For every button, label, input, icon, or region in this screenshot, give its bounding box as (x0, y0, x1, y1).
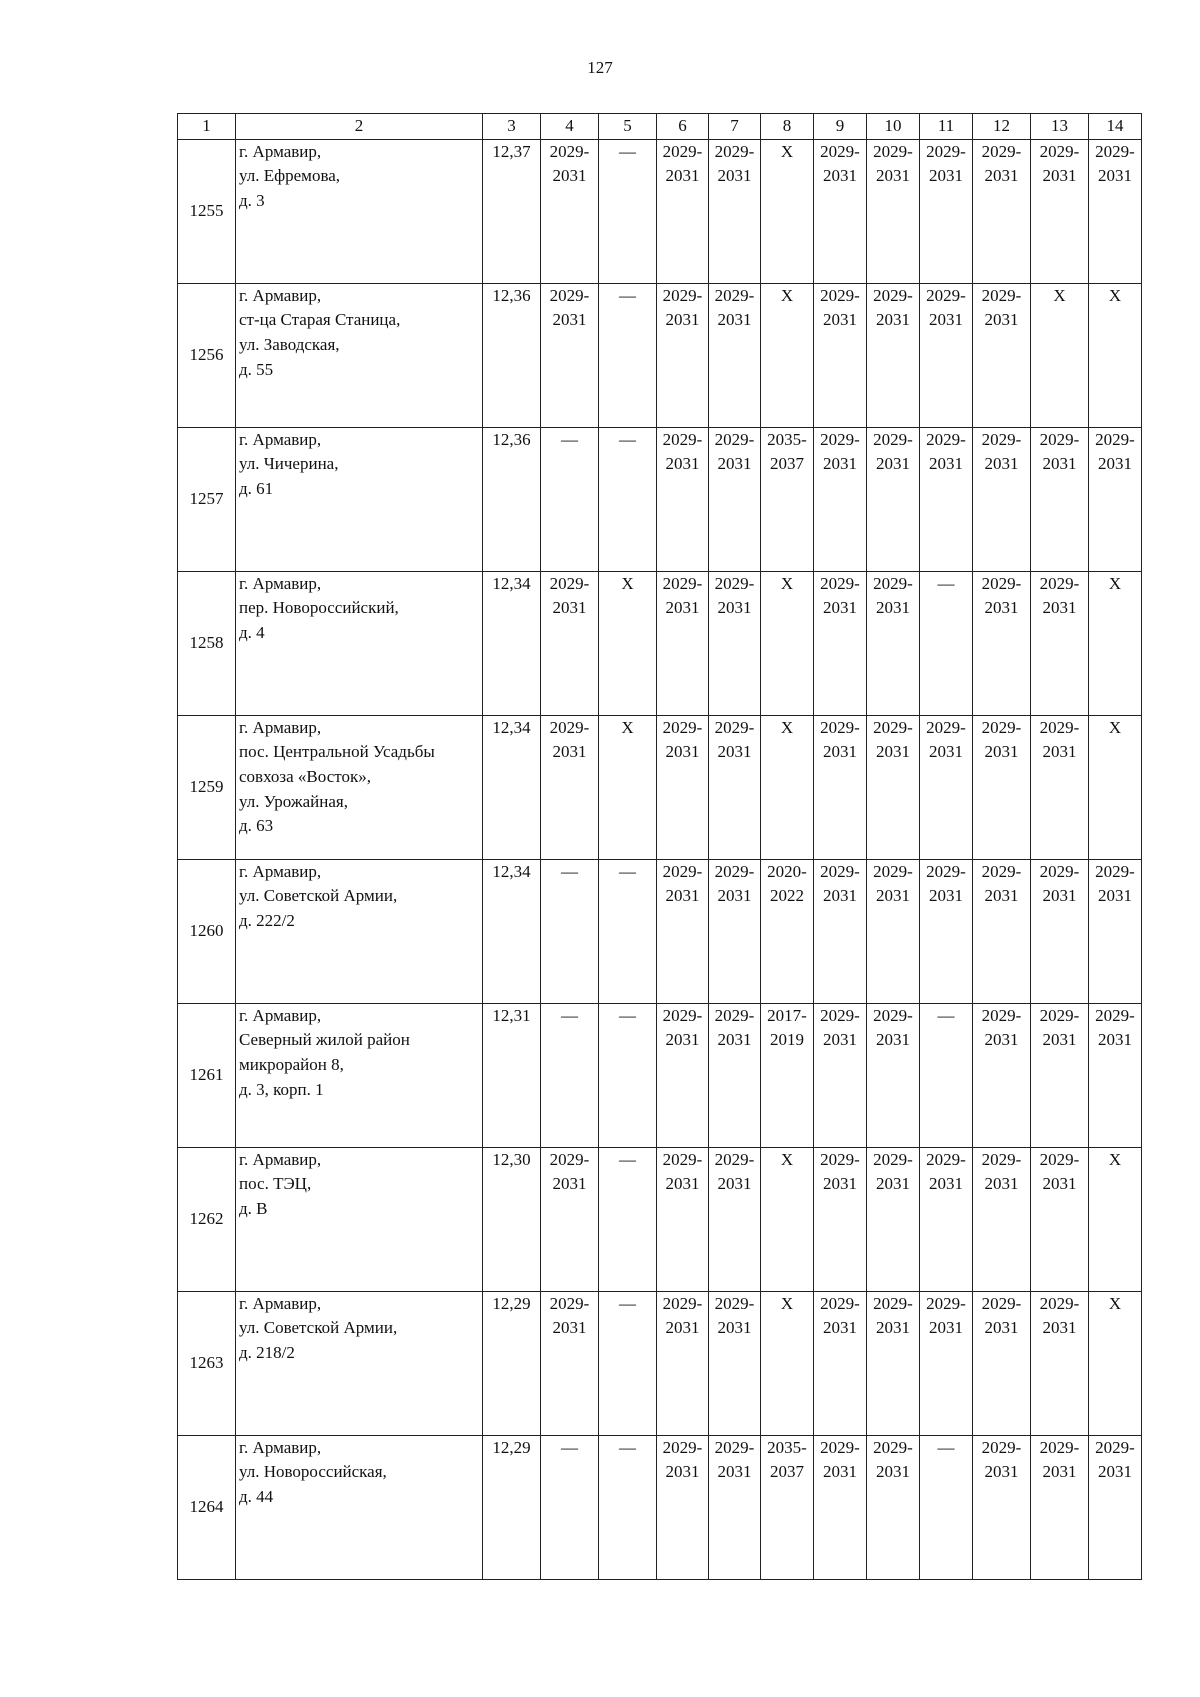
value-cell: 2029- 2031 (814, 1003, 867, 1147)
value-cell: 2029- 2031 (814, 715, 867, 859)
value-cell: 2029- 2031 (1031, 427, 1089, 571)
value-cell: — (599, 1291, 657, 1435)
value-cell: 2029- 2031 (1031, 139, 1089, 283)
column-header: 7 (709, 114, 761, 140)
value-cell: 2029- 2031 (657, 571, 709, 715)
value-cell: 12,34 (483, 859, 541, 1003)
value-cell: 2029- 2031 (814, 1147, 867, 1291)
row-number: 1261 (178, 1003, 236, 1147)
column-header: 13 (1031, 114, 1089, 140)
value-cell: 2029- 2031 (814, 859, 867, 1003)
column-header: 3 (483, 114, 541, 140)
value-cell: 2029- 2031 (920, 1291, 973, 1435)
value-cell: — (541, 859, 599, 1003)
value-cell: 2029- 2031 (657, 1291, 709, 1435)
value-cell: 2029- 2031 (1031, 715, 1089, 859)
value-cell: 2029- 2031 (709, 1291, 761, 1435)
row-number: 1263 (178, 1291, 236, 1435)
value-cell: — (541, 1003, 599, 1147)
value-cell: 2029- 2031 (814, 571, 867, 715)
value-cell: 2029- 2031 (709, 571, 761, 715)
value-cell: 12,34 (483, 715, 541, 859)
value-cell: 2020- 2022 (761, 859, 814, 1003)
value-cell: 2029- 2031 (867, 283, 920, 427)
value-cell: — (599, 139, 657, 283)
column-header: 5 (599, 114, 657, 140)
table-row (178, 427, 1142, 571)
column-header: 10 (867, 114, 920, 140)
value-cell: 2029- 2031 (541, 139, 599, 283)
column-header: 11 (920, 114, 973, 140)
value-cell: 2029- 2031 (541, 1291, 599, 1435)
column-header: 8 (761, 114, 814, 140)
value-cell: 2029- 2031 (1089, 1003, 1142, 1147)
page-number: 127 (587, 58, 613, 77)
column-header: 1 (178, 114, 236, 140)
row-number: 1258 (178, 571, 236, 715)
table-row (178, 139, 1142, 283)
value-cell: X (1089, 1147, 1142, 1291)
value-cell: 2029- 2031 (973, 571, 1031, 715)
value-cell: 2029- 2031 (867, 715, 920, 859)
table-row (178, 283, 1142, 427)
value-cell: 2035- 2037 (761, 1435, 814, 1579)
value-cell: X (761, 139, 814, 283)
value-cell: 2035- 2037 (761, 427, 814, 571)
value-cell: 12,29 (483, 1291, 541, 1435)
column-header: 4 (541, 114, 599, 140)
value-cell: 2029- 2031 (973, 427, 1031, 571)
row-number: 1257 (178, 427, 236, 571)
value-cell: X (599, 571, 657, 715)
value-cell: X (1031, 283, 1089, 427)
table-row (178, 1003, 1142, 1147)
value-cell: 2029- 2031 (709, 859, 761, 1003)
value-cell: 2029- 2031 (1089, 427, 1142, 571)
value-cell: — (541, 427, 599, 571)
value-cell: X (1089, 283, 1142, 427)
value-cell: — (599, 283, 657, 427)
value-cell: X (1089, 571, 1142, 715)
value-cell: 2029- 2031 (657, 283, 709, 427)
value-cell: 12,36 (483, 427, 541, 571)
value-cell: 2029- 2031 (867, 427, 920, 571)
value-cell: 2029- 2031 (541, 715, 599, 859)
registry-table (177, 113, 1142, 1580)
value-cell: 2029- 2031 (657, 859, 709, 1003)
value-cell: 2029- 2031 (973, 139, 1031, 283)
value-cell: 2029- 2031 (973, 1291, 1031, 1435)
value-cell: 2029- 2031 (657, 1435, 709, 1579)
value-cell: X (761, 283, 814, 427)
value-cell: 2029- 2031 (814, 139, 867, 283)
address-cell: г. Армавир, пер. Новороссийский, д. 4 (236, 571, 483, 715)
value-cell: 2029- 2031 (657, 427, 709, 571)
value-cell: 2029- 2031 (1089, 859, 1142, 1003)
value-cell: X (761, 571, 814, 715)
value-cell: 2029- 2031 (973, 1147, 1031, 1291)
address-cell: г. Армавир, ул. Советской Армии, д. 222/2 (236, 859, 483, 1003)
value-cell: 2029- 2031 (657, 139, 709, 283)
header-row (178, 114, 1142, 140)
address-cell: г. Армавир, пос. ТЭЦ, д. В (236, 1147, 483, 1291)
value-cell: 2029- 2031 (867, 139, 920, 283)
value-cell: 2029- 2031 (867, 1147, 920, 1291)
value-cell: 12,34 (483, 571, 541, 715)
value-cell: 2029- 2031 (920, 139, 973, 283)
row-number: 1255 (178, 139, 236, 283)
value-cell: 2029- 2031 (814, 283, 867, 427)
address-cell: г. Армавир, ул. Чичерина, д. 61 (236, 427, 483, 571)
table-row (178, 715, 1142, 859)
row-number: 1260 (178, 859, 236, 1003)
row-number: 1262 (178, 1147, 236, 1291)
value-cell: 2029- 2031 (1031, 1003, 1089, 1147)
value-cell: 2029- 2031 (920, 715, 973, 859)
value-cell: 2029- 2031 (973, 1003, 1031, 1147)
address-cell: г. Армавир, Северный жилой район микрорайон 8, д. 3, корп. 1 (236, 1003, 483, 1147)
value-cell: 12,31 (483, 1003, 541, 1147)
value-cell: 2029- 2031 (541, 1147, 599, 1291)
value-cell: — (599, 859, 657, 1003)
value-cell: 2029- 2031 (657, 1003, 709, 1147)
value-cell: 2029- 2031 (709, 283, 761, 427)
value-cell: 2029- 2031 (920, 859, 973, 1003)
value-cell: 2029- 2031 (1089, 139, 1142, 283)
table-row (178, 1147, 1142, 1291)
table-body (178, 114, 1142, 1580)
value-cell: — (599, 427, 657, 571)
value-cell: 2029- 2031 (1031, 1147, 1089, 1291)
value-cell: 2029- 2031 (973, 283, 1031, 427)
value-cell: — (920, 571, 973, 715)
table-row (178, 1435, 1142, 1579)
value-cell: X (761, 715, 814, 859)
address-cell: г. Армавир, ул. Новороссийская, д. 44 (236, 1435, 483, 1579)
value-cell: 12,29 (483, 1435, 541, 1579)
value-cell: — (920, 1003, 973, 1147)
value-cell: 2017- 2019 (761, 1003, 814, 1147)
value-cell: 2029- 2031 (709, 139, 761, 283)
value-cell: 2029- 2031 (973, 1435, 1031, 1579)
value-cell: 2029- 2031 (867, 571, 920, 715)
value-cell: 2029- 2031 (867, 859, 920, 1003)
value-cell: X (761, 1147, 814, 1291)
value-cell: 2029- 2031 (709, 715, 761, 859)
table-row (178, 1291, 1142, 1435)
value-cell: X (761, 1291, 814, 1435)
address-cell: г. Армавир, ул. Ефремова, д. 3 (236, 139, 483, 283)
value-cell: 2029- 2031 (709, 427, 761, 571)
value-cell: 12,30 (483, 1147, 541, 1291)
value-cell: 2029- 2031 (814, 427, 867, 571)
value-cell: 2029- 2031 (1031, 1435, 1089, 1579)
row-number: 1259 (178, 715, 236, 859)
value-cell: 2029- 2031 (657, 715, 709, 859)
value-cell: 12,37 (483, 139, 541, 283)
value-cell: 2029- 2031 (973, 715, 1031, 859)
column-header: 12 (973, 114, 1031, 140)
value-cell: 2029- 2031 (920, 427, 973, 571)
value-cell: 2029- 2031 (1089, 1435, 1142, 1579)
value-cell: — (599, 1003, 657, 1147)
address-cell: г. Армавир, пос. Центральной Усадьбы совхоза «Восток», ул. Урожайная, д. 63 (236, 715, 483, 859)
table-row (178, 571, 1142, 715)
value-cell: 12,36 (483, 283, 541, 427)
value-cell: 2029- 2031 (867, 1291, 920, 1435)
value-cell: 2029- 2031 (709, 1147, 761, 1291)
value-cell: 2029- 2031 (541, 571, 599, 715)
value-cell: 2029- 2031 (867, 1435, 920, 1579)
value-cell: 2029- 2031 (541, 283, 599, 427)
value-cell: 2029- 2031 (1031, 1291, 1089, 1435)
value-cell: 2029- 2031 (709, 1435, 761, 1579)
value-cell: X (599, 715, 657, 859)
address-cell: г. Армавир, ст-ца Старая Станица, ул. Заводская, д. 55 (236, 283, 483, 427)
value-cell: 2029- 2031 (1031, 571, 1089, 715)
address-cell: г. Армавир, ул. Советской Армии, д. 218/2 (236, 1291, 483, 1435)
row-number: 1256 (178, 283, 236, 427)
column-header: 9 (814, 114, 867, 140)
value-cell: — (541, 1435, 599, 1579)
value-cell: X (1089, 715, 1142, 859)
value-cell: — (599, 1435, 657, 1579)
value-cell: 2029- 2031 (814, 1291, 867, 1435)
value-cell: — (599, 1147, 657, 1291)
column-header: 14 (1089, 114, 1142, 140)
row-number: 1264 (178, 1435, 236, 1579)
value-cell: X (1089, 1291, 1142, 1435)
table-row (178, 859, 1142, 1003)
value-cell: 2029- 2031 (814, 1435, 867, 1579)
column-header: 6 (657, 114, 709, 140)
value-cell: 2029- 2031 (920, 1147, 973, 1291)
value-cell: — (920, 1435, 973, 1579)
value-cell: 2029- 2031 (657, 1147, 709, 1291)
column-header: 2 (236, 114, 483, 140)
value-cell: 2029- 2031 (1031, 859, 1089, 1003)
value-cell: 2029- 2031 (920, 283, 973, 427)
value-cell: 2029- 2031 (973, 859, 1031, 1003)
value-cell: 2029- 2031 (867, 1003, 920, 1147)
value-cell: 2029- 2031 (709, 1003, 761, 1147)
